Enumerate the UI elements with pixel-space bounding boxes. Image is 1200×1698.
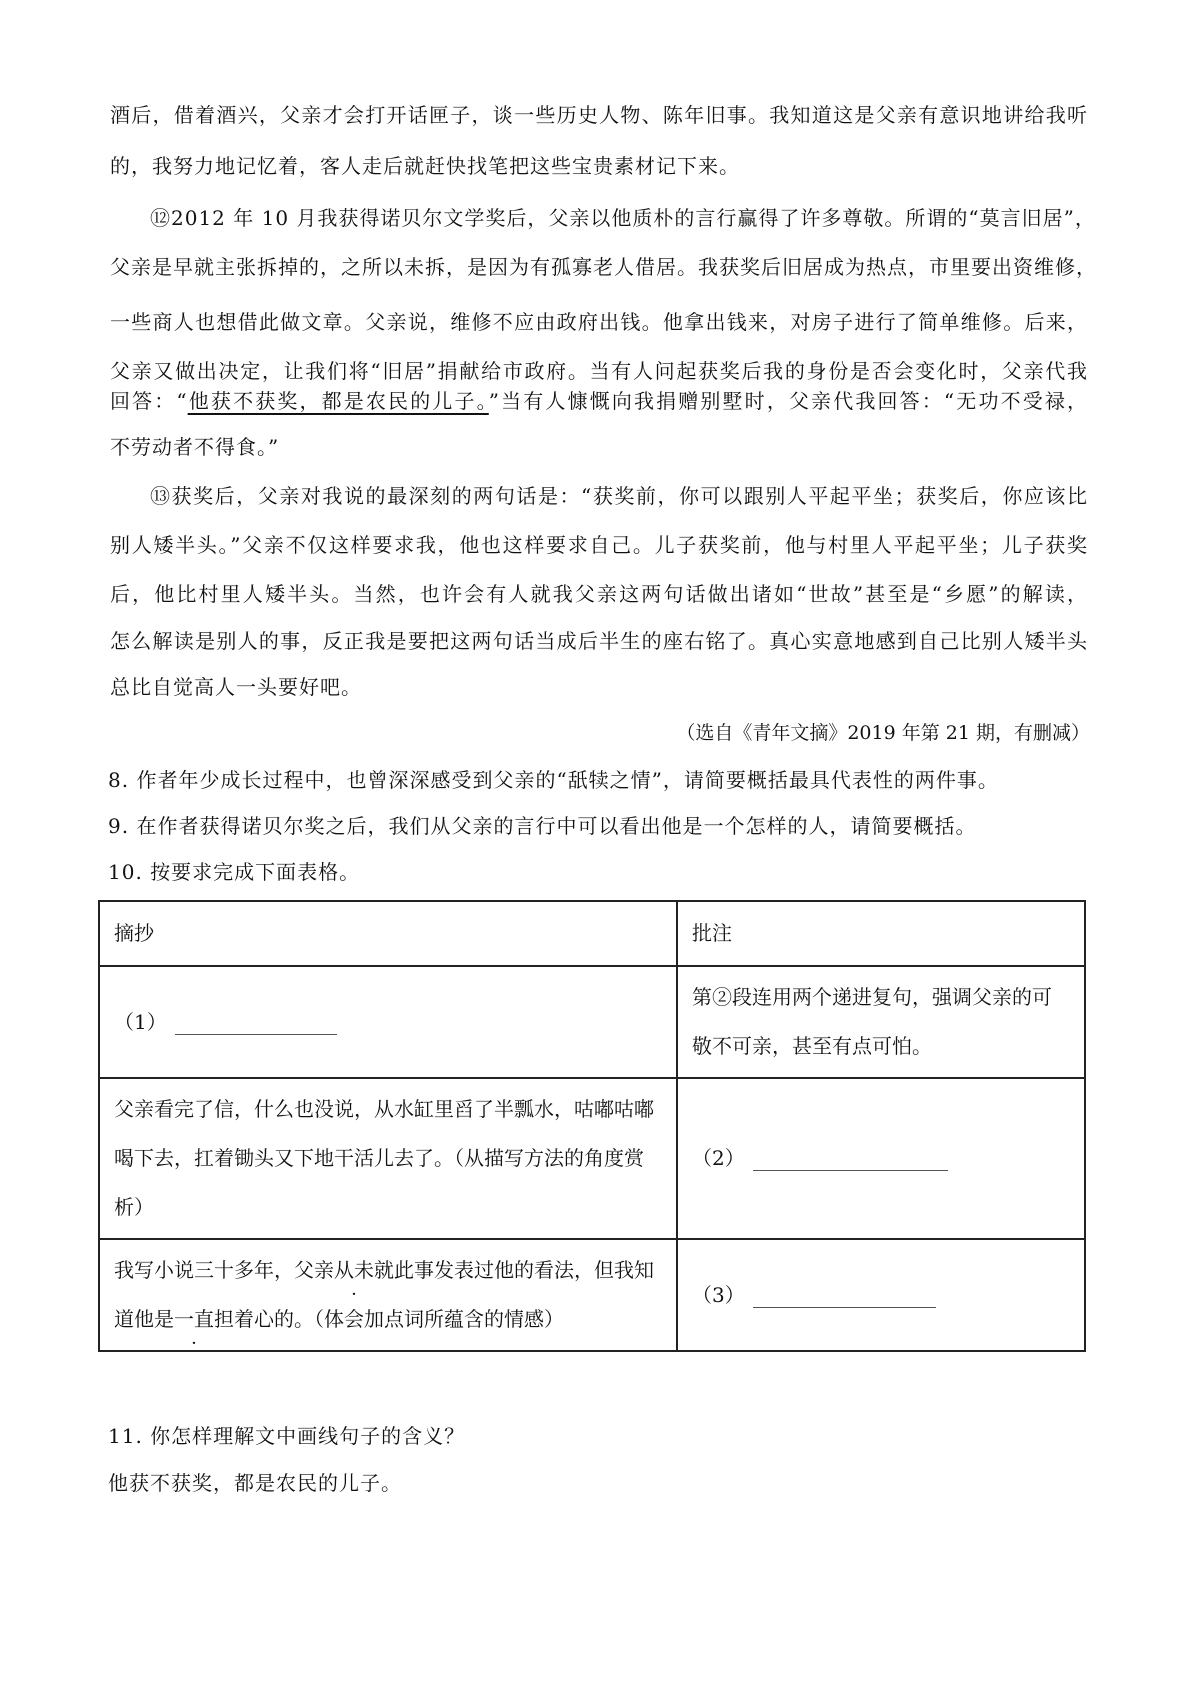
paragraph-12-line: 父亲又做出决定，让我们将“旧居”捐献给市政府。当有人问起获奖后我的身份是否会变化时，父亲代我: [110, 359, 1088, 383]
dotted-word: 一直: [174, 1307, 214, 1331]
item-label: （1）: [114, 1009, 167, 1034]
question-11: 11. 你怎样理解文中画线句子的含义？: [108, 1424, 466, 1448]
cell-excerpt-2: 父亲看完了信，什么也没说，从水缸里舀了半瓢水，咕嘟咕嘟喝下去，扛着锄头又下地干活儿去了。（从描写方法的角度赏析）: [99, 1078, 677, 1239]
item-label: （2）: [692, 1146, 745, 1170]
cell-annotation-2: [677, 1078, 1085, 1239]
underlined-sentence: 他获不获奖，都是农民的儿子。: [187, 389, 489, 413]
item-label: （3）: [692, 1282, 745, 1307]
question-8: 8. 作者年少成长过程中，也曾深深感受到父亲的“舐犊之情”，请简要概括最具代表性的两件事。: [108, 768, 999, 792]
paragraph-line: 的，我努力地记忆着，客人走后就赶快找笔把这些宝贵素材记下来。: [110, 154, 740, 178]
paragraph-13-line: ⑬获奖后，父亲对我说的最深刻的两句话是：“获奖前，你可以跟别人平起平坐；获奖后，你应该比: [150, 484, 1088, 508]
paragraph-12-line: 父亲是早就主张拆掉的，之所以未拆，是因为有孤寡老人借居。我获奖后旧居成为热点，市里要出资维修，: [110, 255, 1097, 279]
paragraph-13-line: 总比自觉高人一头要好吧。: [110, 675, 362, 699]
answer-blank-1[interactable]: [175, 1012, 337, 1035]
answer-blank-3[interactable]: [753, 1285, 936, 1308]
paragraph-line: 酒后，借着酒兴，父亲才会打开话匣子，谈一些历史人物、陈年旧事。我知道这是父亲有意识地讲给我听: [110, 103, 1088, 127]
source-citation: （选自《青年文摘》2019 年第 21 期，有删减）: [676, 722, 1090, 744]
paragraph-13-line: 怎么解读是别人的事，反正我是要把这两句话当成后半生的座右铭了。真心实意地感到自己比别人矮半头: [110, 629, 1088, 653]
header-annotation: 批注: [677, 901, 1085, 966]
paragraph-13-line: 后，他比村里人矮半头。当然，也许会有人就我父亲这两句话做出诸如“世故”甚至是“乡愿”的解读，: [110, 582, 1088, 606]
cell-excerpt-1: [99, 966, 677, 1078]
cell-annotation-1: 第②段连用两个递进复句，强调父亲的可敬不可亲，甚至有点可怕。: [677, 966, 1085, 1078]
text: 回答：“: [110, 389, 188, 413]
answer-blank-2[interactable]: [753, 1148, 948, 1171]
paragraph-12-line: 不劳动者不得食。”: [110, 435, 280, 459]
dotted-word: 从未: [334, 1258, 374, 1282]
question-10: 10. 按要求完成下面表格。: [108, 860, 361, 884]
header-excerpt: 摘抄: [99, 901, 677, 966]
paragraph-13-line: 别人矮半头。”父亲不仅这样要求我，他也这样要求自己。儿子获奖前，他与村里人平起平坐；儿子获奖: [110, 533, 1088, 557]
cell-excerpt-3: [99, 1239, 677, 1351]
paragraph-12-line: ⑫2012 年 10 月我获得诺贝尔文学奖后，父亲以他质朴的言行赢得了许多尊敬。所谓的“莫言旧居”，: [150, 206, 1096, 230]
annotation-table: [98, 900, 1086, 1352]
question-9: 9. 在作者获得诺贝尔奖之后，我们从父亲的言行中可以看出他是一个怎样的人，请简要概括。: [108, 814, 977, 838]
cell-annotation-3: [677, 1239, 1085, 1351]
text: 就此事发表过他的看法，但我知道他是: [114, 1258, 654, 1331]
paragraph-12-line: 一些商人也想借此做文章。父亲说，维修不应由政府出钱。他拿出钱来，对房子进行了简单维修。后来，: [110, 310, 1088, 334]
text: 担着心的。（体会加点词所蕴含的情感）: [214, 1307, 564, 1331]
paragraph-12-line: [110, 386, 1088, 416]
question-11-quote: 他获不获奖，都是农民的儿子。: [108, 1471, 402, 1495]
text: 我写小说三十多年，父亲: [114, 1258, 334, 1282]
text: ”当有人慷慨向我捐赠别墅时，父亲代我回答：“无功不受禄，: [488, 389, 1089, 413]
